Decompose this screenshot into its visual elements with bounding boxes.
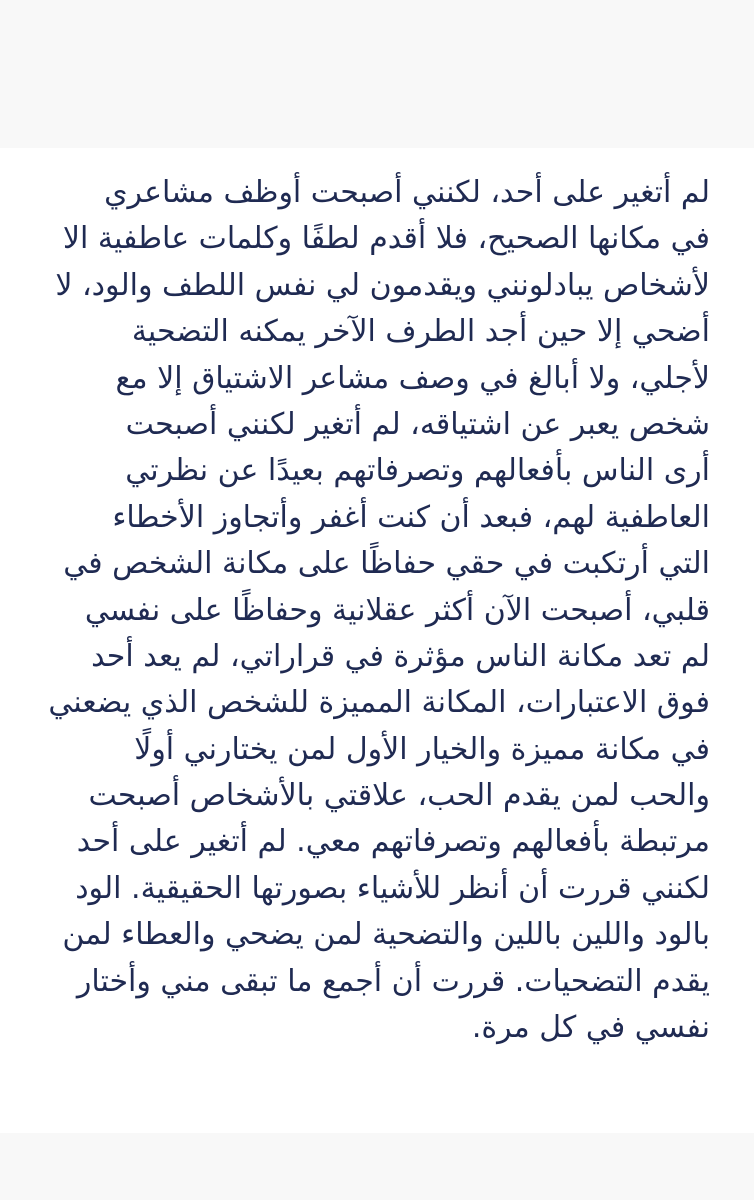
text-line: والحب لمن يقدم الحب، علاقتي بالأشخاص أصبحت [88,778,710,814]
arabic-paragraph [48,170,710,1051]
text-line: التي أرتكبت في حقي حفاظًا على مكانة الشخص في [63,546,710,582]
text-line: لأشخاص يبادلونني ويقدمون لي نفس اللطف والود، لا [55,267,710,303]
text-line: لأجلي، ولا أبالغ في وصف مشاعر الاشتياق إلا مع [115,360,710,396]
text-line: بالود واللين باللين والتضحية لمن يضحي والعطاء لمن [62,917,710,953]
text-line: قلبي، أصبحت الآن أكثر عقلانية وحفاظًا على نفسي [84,592,710,628]
text-line: مرتبطة بأفعالهم وتصرفاتهم معي. لم أتغير على أحد [76,824,710,860]
text-line: في مكانها الصحيح، فلا أقدم لطفًا وكلمات عاطفية الا [62,221,710,257]
text-card [0,148,754,1133]
text-line: لم تعد مكانة الناس مؤثرة في قراراتي، لم يعد أحد [91,638,710,674]
text-line: نفسي في كل مرة. [471,1010,710,1046]
text-line: لم أتغير على أحد، لكنني أصبحت أوظف مشاعري [104,175,710,210]
text-line: أرى الناس بأفعالهم وتصرفاتهم بعيدًا عن نظرتي [125,453,710,489]
text-line: يقدم التضحيات. قررت أن أجمع ما تبقى مني وأختار [76,963,710,999]
text-line: لكنني قررت أن أنظر للأشياء بصورتها الحقيقية. الود [75,870,710,906]
text-line: فوق الاعتبارات، المكانة المميزة للشخص الذي يضعني [48,685,710,721]
text-line: في مكانة مميزة والخيار الأول لمن يختارني أولًا [134,731,710,767]
text-line: العاطفية لهم، فبعد أن كنت أغفر وأتجاوز الأخطاء [112,499,710,535]
text-line: أضحي إلا حين أجد الطرف الآخر يمكنه التضحية [131,314,710,350]
text-line: شخص يعبر عن اشتياقه، لم أتغير لكنني أصبحت [125,406,710,442]
